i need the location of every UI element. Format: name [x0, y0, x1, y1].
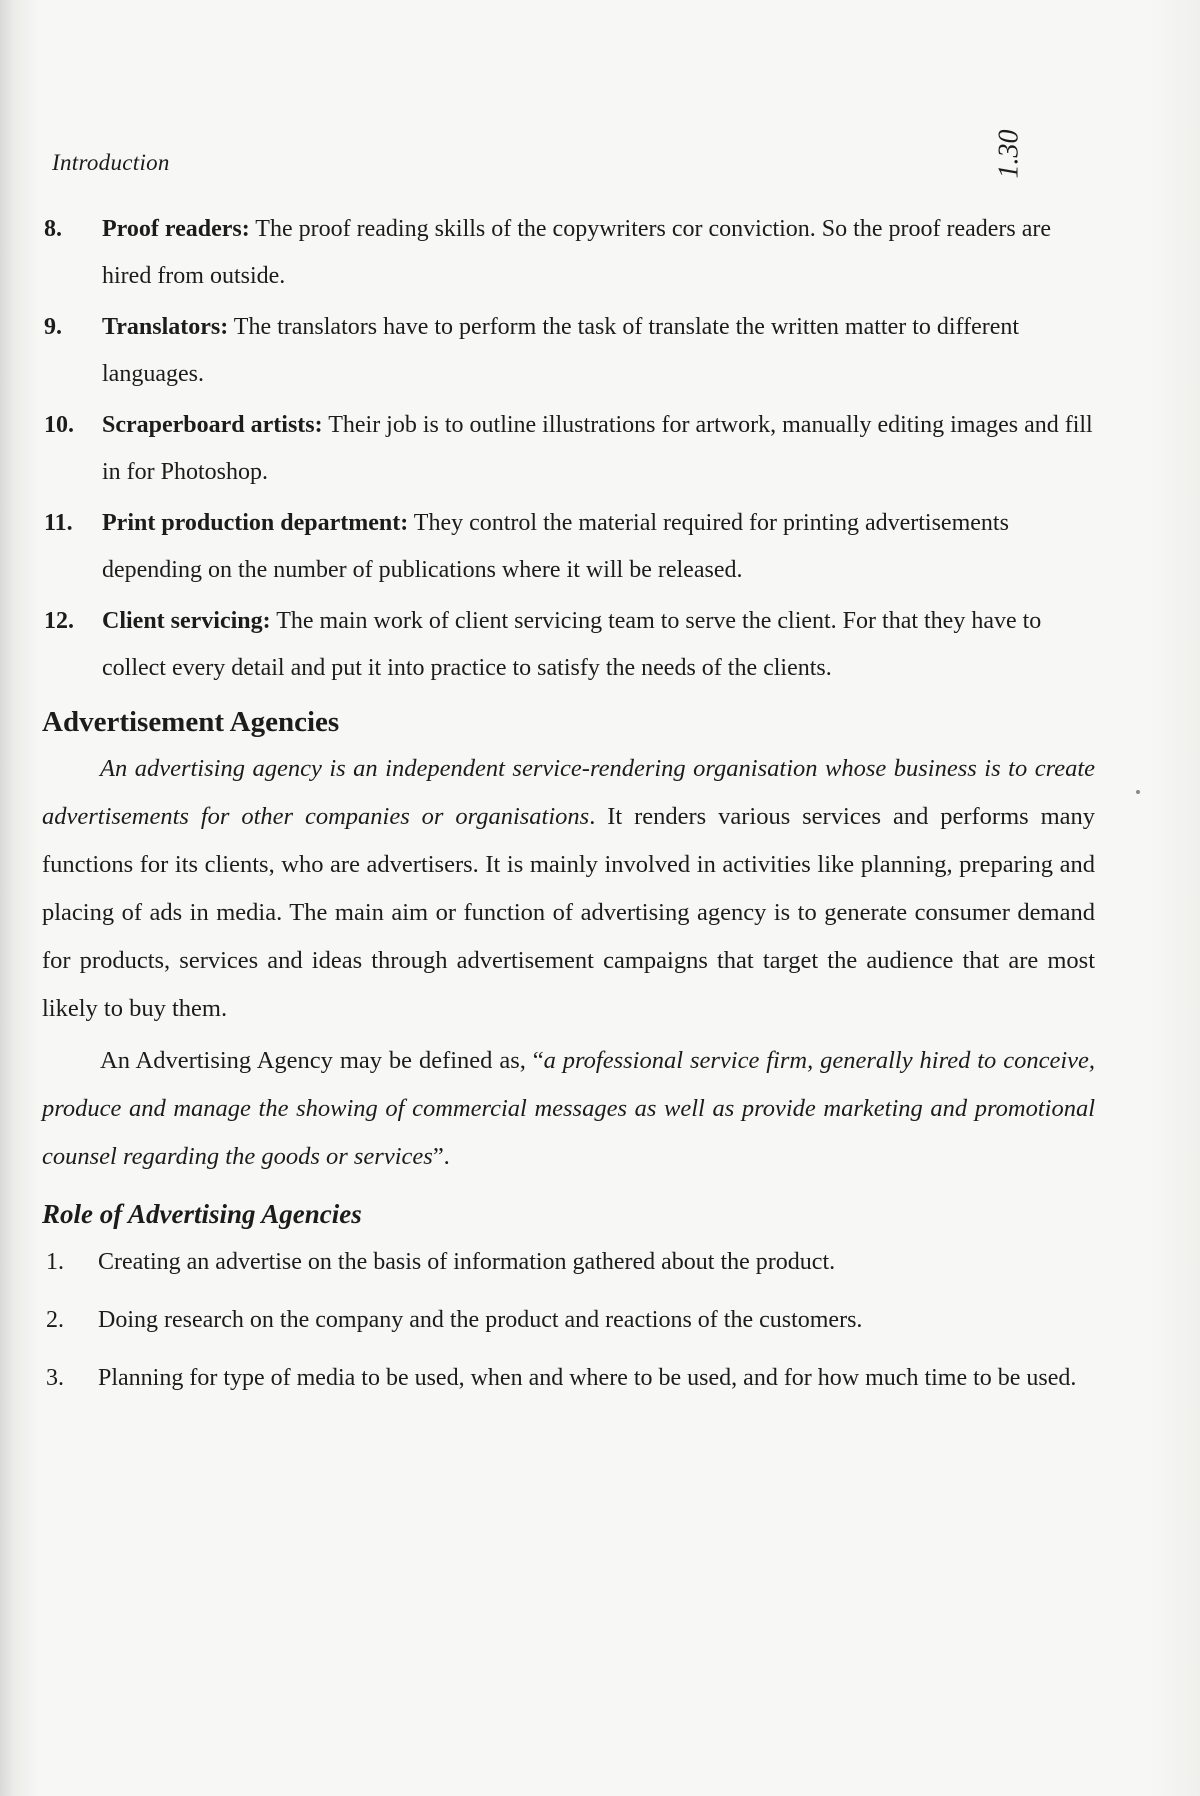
list-item	[40, 1296, 1095, 1344]
scan-speck	[1136, 790, 1140, 794]
list-term: Print production department:	[102, 510, 409, 536]
role-list	[40, 1238, 1095, 1402]
section-heading: Advertisement Agencies	[42, 706, 340, 738]
list-item	[40, 1238, 1095, 1286]
italic-quote: a professional service firm, generally hired to conceive, produce and manage the showing of commercial messages as well as provide marketing and promotional counsel regarding the goods or services	[42, 1047, 1095, 1170]
list-item	[40, 402, 1095, 496]
list-item	[40, 598, 1095, 692]
quote-paragraph	[42, 1037, 1095, 1181]
list-term: Proof readers:	[102, 216, 250, 242]
subsection-heading: Role of Advertising Agencies	[42, 1199, 362, 1229]
paragraph-tail: ”.	[432, 1143, 450, 1170]
list-term: Client servicing:	[102, 608, 271, 634]
list-term: Scraperboard artists:	[102, 412, 323, 438]
definition-paragraph	[42, 745, 1095, 1033]
list-number: 2.	[46, 1307, 64, 1333]
list-term: Translators:	[102, 314, 229, 340]
list-text: Creating an advertise on the basis of information gathered about the product.	[98, 1249, 836, 1275]
list-text: The translators have to perform the task of translate the written matter to different languages.	[102, 314, 1020, 387]
list-item	[40, 206, 1095, 300]
italic-definition: An advertising agency is an independent service-rendering organisation whose business is to create advertisements for other companies or organisations	[42, 755, 1095, 830]
list-text: The proof reading skills of the copywriters cor conviction. So the proof readers are hired from outside.	[102, 216, 1052, 289]
list-number: 1.	[46, 1249, 64, 1275]
page-content	[40, 206, 1095, 1412]
paragraph-text: . It renders various services and performs many functions for its clients, who are advertisers. It is mainly involved in activities like planning, preparing and placing of ads in media. The main aim or function of advertising agency is to generate consumer demand for products, services and ideas through advertisement campaigns that target the audience that are most likely to buy them.	[42, 803, 1095, 1022]
page-number: 1.30	[993, 129, 1025, 179]
list-item	[40, 1354, 1095, 1402]
running-head: Introduction	[52, 150, 170, 175]
list-number: 9.	[44, 314, 62, 340]
list-number: 3.	[46, 1365, 64, 1391]
paragraph-lead: An Advertising Agency may be defined as, “	[100, 1047, 544, 1074]
list-number: 11.	[44, 510, 73, 536]
list-text: Planning for type of media to be used, when and where to be used, and for how much time to be used.	[98, 1365, 1077, 1391]
list-text: Doing research on the company and the product and reactions of the customers.	[98, 1307, 863, 1333]
list-item	[40, 304, 1095, 398]
list-number: 12.	[44, 608, 74, 634]
list-number: 8.	[44, 216, 62, 242]
list-text: The main work of client servicing team to serve the client. For that they have to collect every detail and put it into practice to satisfy the needs of the clients.	[102, 608, 1042, 681]
list-item	[40, 500, 1095, 594]
roles-list-continued	[40, 206, 1095, 692]
list-text: They control the material required for printing advertisements depending on the number of publications where it will be released.	[102, 510, 1009, 583]
list-number: 10.	[44, 412, 74, 438]
list-text: Their job is to outline illustrations for artwork, manually editing images and fill in for Photoshop.	[102, 412, 1093, 485]
